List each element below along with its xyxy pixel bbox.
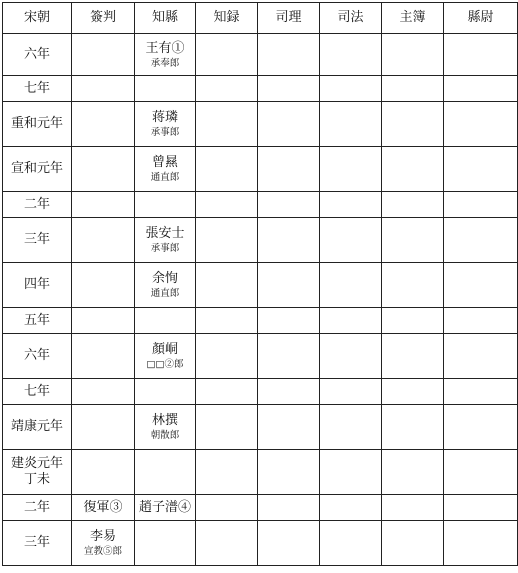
era-cell: [3, 379, 72, 405]
zhixian-cell: [135, 450, 196, 495]
qianpan-cell: [72, 308, 135, 334]
header-xianwei: 縣尉: [444, 3, 518, 34]
table-row: [3, 521, 518, 566]
era-label: 六年: [23, 348, 50, 363]
zhilu-cell: [196, 102, 258, 147]
table-row: [3, 76, 518, 102]
sili-cell: [258, 495, 320, 521]
zhilu-cell: [196, 379, 258, 405]
sifa-cell: [320, 102, 382, 147]
official-name: 蒋璘: [151, 110, 178, 125]
zhubu-cell: [382, 218, 444, 263]
zhilu-cell: [196, 218, 258, 263]
era-label: 重和元年: [10, 116, 63, 131]
era-label: 宣和元年: [10, 161, 63, 176]
xianwei-cell: [444, 521, 518, 566]
sifa-cell: [320, 495, 382, 521]
era-cell: [3, 102, 72, 147]
header-zhilu: 知録: [196, 3, 258, 34]
official-rank: 通直郎: [150, 288, 180, 299]
zhubu-cell: [382, 76, 444, 102]
header-row: [3, 3, 518, 34]
zhubu-cell: [382, 450, 444, 495]
zhixian-cell: [135, 334, 196, 379]
official-name: 復軍③: [83, 500, 123, 515]
era-cell: [3, 308, 72, 334]
zhubu-cell: [382, 102, 444, 147]
era-label: 二年: [23, 499, 50, 515]
official-name: 王有①: [145, 40, 185, 56]
zhilu-cell: [196, 308, 258, 334]
qianpan-cell: [72, 147, 135, 192]
table-row: [3, 192, 518, 218]
qianpan-cell: [72, 34, 135, 76]
table-row: [3, 263, 518, 308]
sifa-cell: [320, 147, 382, 192]
sili-cell: [258, 379, 320, 405]
sili-cell: [258, 308, 320, 334]
era-cell: [3, 76, 72, 102]
official-rank: 通直郎: [150, 172, 180, 183]
qianpan-cell: [72, 218, 135, 263]
zhubu-cell: [382, 495, 444, 521]
sili-cell: [258, 450, 320, 495]
sifa-cell: [320, 308, 382, 334]
official-name: 張安士: [145, 226, 185, 241]
table-row: [3, 102, 518, 147]
zhubu-cell: [382, 379, 444, 405]
zhilu-cell: [196, 192, 258, 218]
sili-cell: [258, 192, 320, 218]
zhixian-cell: [135, 405, 196, 450]
xianwei-cell: [444, 308, 518, 334]
officials-table: [2, 2, 518, 566]
official-name: 李易: [89, 529, 116, 544]
official-rank: 承奉郎: [150, 57, 180, 69]
zhixian-cell: [135, 147, 196, 192]
zhixian-cell: [135, 495, 196, 521]
zhubu-cell: [382, 263, 444, 308]
sili-cell: [258, 218, 320, 263]
zhixian-cell: [135, 76, 196, 102]
official-rank: 宣教⑤郎: [83, 546, 122, 557]
sili-cell: [258, 147, 320, 192]
table-row: [3, 405, 518, 450]
official-name: 趙子潽④: [138, 500, 191, 515]
era-cell: [3, 405, 72, 450]
header-zhixian: 知縣: [135, 3, 196, 34]
era-label: 五年: [23, 312, 50, 328]
zhubu-cell: [382, 34, 444, 76]
xianwei-cell: [444, 263, 518, 308]
era-cell: [3, 450, 72, 495]
qianpan-cell: [72, 76, 135, 102]
sili-cell: [258, 334, 320, 379]
table-row: [3, 308, 518, 334]
qianpan-cell: [72, 450, 135, 495]
era-cell: [3, 334, 72, 379]
qianpan-cell: [72, 495, 135, 521]
table-row: [3, 34, 518, 76]
sifa-cell: [320, 521, 382, 566]
era-label: 四年: [23, 277, 50, 292]
xianwei-cell: [444, 379, 518, 405]
qianpan-cell: [72, 379, 135, 405]
xianwei-cell: [444, 405, 518, 450]
sifa-cell: [320, 192, 382, 218]
zhilu-cell: [196, 495, 258, 521]
era-cell: [3, 263, 72, 308]
zhilu-cell: [196, 450, 258, 495]
sili-cell: [258, 521, 320, 566]
sifa-cell: [320, 76, 382, 102]
era-label: 三年: [23, 232, 50, 247]
zhubu-cell: [382, 334, 444, 379]
sili-cell: [258, 34, 320, 76]
qianpan-cell: [72, 102, 135, 147]
official-rank: □□②郎: [146, 359, 184, 370]
xianwei-cell: [444, 102, 518, 147]
official-rank: 承事郎: [150, 243, 180, 254]
official-name: 林撰: [151, 413, 178, 428]
zhubu-cell: [382, 405, 444, 450]
zhubu-cell: [382, 308, 444, 334]
era-label: 丁未: [23, 472, 50, 487]
sifa-cell: [320, 218, 382, 263]
official-rank: 朝散郎: [150, 430, 180, 441]
era-label: 三年: [23, 535, 50, 550]
era-label: 七年: [23, 383, 50, 399]
zhilu-cell: [196, 334, 258, 379]
zhubu-cell: [382, 192, 444, 218]
zhixian-cell: [135, 521, 196, 566]
table-row: [3, 218, 518, 263]
zhixian-cell: [135, 308, 196, 334]
xianwei-cell: [444, 334, 518, 379]
era-label: 六年: [23, 46, 50, 62]
header-sili: 司理: [258, 3, 320, 34]
xianwei-cell: [444, 450, 518, 495]
header-qianpan: 簽判: [72, 3, 135, 34]
era-cell: [3, 218, 72, 263]
qianpan-cell: [72, 405, 135, 450]
zhilu-cell: [196, 147, 258, 192]
era-cell: [3, 495, 72, 521]
zhixian-cell: [135, 102, 196, 147]
zhixian-cell: [135, 218, 196, 263]
era-cell: [3, 192, 72, 218]
table-row: [3, 379, 518, 405]
sifa-cell: [320, 379, 382, 405]
xianwei-cell: [444, 147, 518, 192]
table-row: [3, 147, 518, 192]
xianwei-cell: [444, 218, 518, 263]
official-name: 余恂: [151, 271, 178, 286]
qianpan-cell: [72, 521, 135, 566]
table-body: [3, 34, 518, 566]
sifa-cell: [320, 263, 382, 308]
header-sifa: 司法: [320, 3, 382, 34]
sili-cell: [258, 76, 320, 102]
zhilu-cell: [196, 76, 258, 102]
era-label: 七年: [23, 80, 50, 96]
qianpan-cell: [72, 192, 135, 218]
official-name: 曾㬎: [151, 155, 178, 170]
xianwei-cell: [444, 495, 518, 521]
era-cell: [3, 34, 72, 76]
zhubu-cell: [382, 147, 444, 192]
zhixian-cell: [135, 263, 196, 308]
zhixian-cell: [135, 192, 196, 218]
official-rank: 承事郎: [150, 127, 180, 138]
qianpan-cell: [72, 263, 135, 308]
qianpan-cell: [72, 334, 135, 379]
sili-cell: [258, 263, 320, 308]
xianwei-cell: [444, 34, 518, 76]
era-cell: [3, 147, 72, 192]
era-label: 靖康元年: [10, 419, 63, 434]
era-label: 建炎元年: [10, 456, 63, 471]
zhilu-cell: [196, 263, 258, 308]
table-row: [3, 334, 518, 379]
sili-cell: [258, 405, 320, 450]
zhixian-cell: [135, 379, 196, 405]
sifa-cell: [320, 334, 382, 379]
era-label: 二年: [23, 196, 50, 212]
table-row: [3, 495, 518, 521]
zhixian-cell: [135, 34, 196, 76]
zhilu-cell: [196, 34, 258, 76]
official-name: 顏峒: [151, 342, 178, 357]
zhubu-cell: [382, 521, 444, 566]
header-song-dynasty: 宋朝: [3, 3, 72, 34]
era-cell: [3, 521, 72, 566]
zhilu-cell: [196, 521, 258, 566]
sifa-cell: [320, 405, 382, 450]
sifa-cell: [320, 450, 382, 495]
sili-cell: [258, 102, 320, 147]
header-zhubu: 主簿: [382, 3, 444, 34]
sifa-cell: [320, 34, 382, 76]
xianwei-cell: [444, 192, 518, 218]
xianwei-cell: [444, 76, 518, 102]
table-row: [3, 450, 518, 495]
zhilu-cell: [196, 405, 258, 450]
